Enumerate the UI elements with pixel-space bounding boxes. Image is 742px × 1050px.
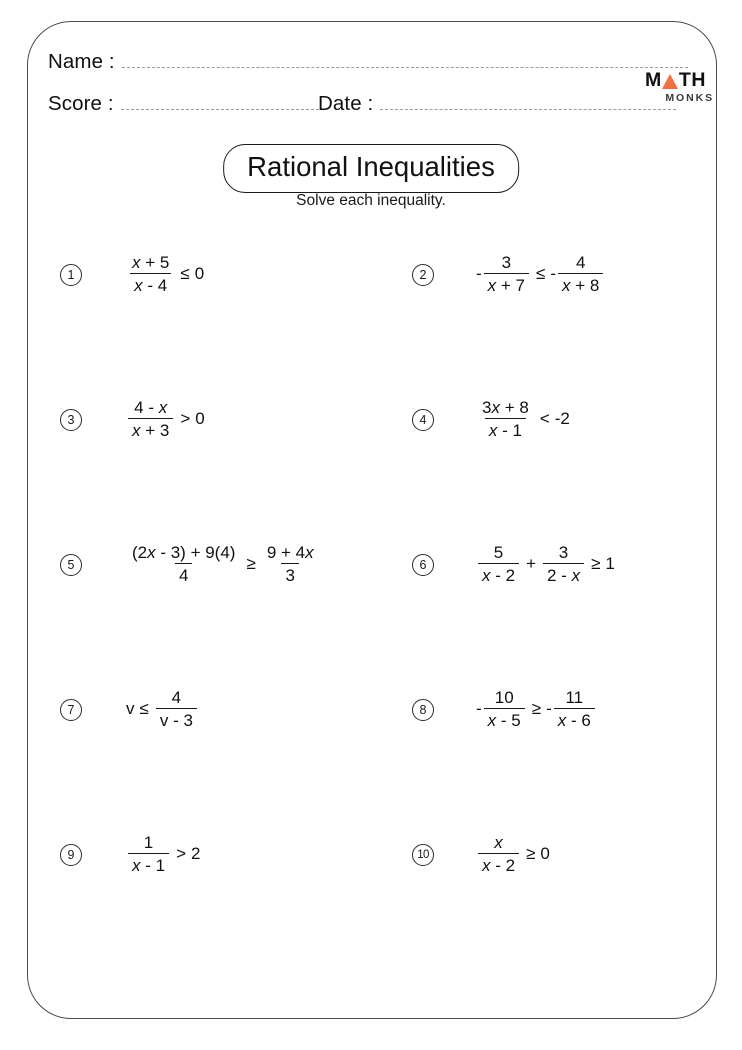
problem-expression [126, 828, 200, 880]
denominator: x + 7 [484, 273, 529, 295]
problem-expression [126, 393, 205, 445]
denominator: 2 - x [543, 563, 584, 585]
fraction [263, 543, 318, 585]
relation-symbol: ≤ [139, 699, 149, 718]
mathmonks-logo [645, 70, 715, 104]
numerator: x + 5 [132, 253, 170, 273]
logo-letter-m: M [645, 69, 662, 91]
numerator: 9 + 4x [266, 543, 314, 563]
fraction [558, 253, 603, 295]
minus-sign: - [546, 699, 552, 718]
right-side: 0 [195, 409, 205, 428]
problem-row [0, 393, 742, 538]
date-label: Date : [318, 92, 374, 115]
fraction [156, 688, 197, 730]
problem-expression [476, 538, 615, 590]
fraction [128, 253, 173, 295]
problem-10 [412, 828, 550, 880]
relation-symbol: ≥ [246, 554, 256, 573]
fraction [128, 833, 169, 875]
numerator: 4 [171, 688, 182, 708]
problem-8 [412, 683, 597, 735]
numerator: 11 [565, 688, 584, 708]
right-side: 0 [540, 844, 550, 863]
fraction [484, 688, 525, 730]
denominator: x - 2 [478, 853, 519, 875]
right-side: 0 [194, 264, 205, 283]
problem-5 [60, 538, 320, 590]
minus-sign: - [476, 264, 482, 283]
problem-expression [476, 683, 597, 735]
problem-4 [412, 393, 570, 445]
minus-sign: - [476, 699, 482, 718]
problem-number: 5 [60, 554, 82, 576]
numerator: (2x - 3) + 9(4) [132, 543, 236, 563]
score-label: Score : [48, 92, 114, 115]
minus-sign: - [550, 264, 557, 283]
problem-1 [60, 248, 204, 300]
numerator: 4 - x [134, 398, 168, 418]
numerator: 10 [494, 688, 514, 708]
problem-number: 2 [412, 264, 434, 286]
problem-3 [60, 393, 205, 445]
problem-number: 3 [60, 409, 82, 431]
problem-expression [476, 393, 570, 445]
problem-number: 10 [412, 844, 434, 866]
score-field-row [48, 92, 319, 116]
page-title: Rational Inequalities [223, 144, 519, 193]
left-side: v [126, 699, 135, 718]
name-input-line[interactable] [122, 50, 688, 68]
numerator: 3x + 8 [482, 398, 529, 418]
problem-9 [60, 828, 200, 880]
numerator: 4 [575, 253, 586, 273]
denominator: x - 1 [128, 853, 169, 875]
fraction [128, 543, 239, 585]
relation-symbol: ≥ [531, 699, 542, 718]
relation-symbol: > [176, 844, 186, 863]
denominator: 3 [281, 563, 298, 585]
score-input-line[interactable] [121, 92, 319, 110]
problem-row [0, 538, 742, 683]
instruction-text: Solve each inequality. [296, 192, 446, 209]
date-input-line[interactable] [380, 92, 676, 110]
numerator: 5 [493, 543, 504, 563]
numerator: x [494, 833, 503, 853]
denominator: v - 3 [156, 708, 197, 730]
problem-number: 7 [60, 699, 82, 721]
name-label: Name : [48, 50, 115, 73]
problem-row [0, 683, 742, 828]
problem-list [0, 248, 742, 973]
logo-wordmark [645, 70, 715, 91]
worksheet-header [0, 0, 742, 140]
problem-number: 8 [412, 699, 434, 721]
date-field-row [318, 92, 676, 116]
numerator: 3 [501, 253, 512, 273]
problem-expression [476, 248, 605, 300]
problem-row [0, 248, 742, 393]
problem-number: 1 [60, 264, 82, 286]
fraction [478, 543, 519, 585]
right-side: 2 [191, 844, 201, 863]
relation-symbol: < [539, 409, 550, 428]
right-side: 1 [605, 554, 615, 573]
problem-row [0, 828, 742, 973]
relation-symbol: ≤ [180, 264, 190, 283]
problem-6 [412, 538, 615, 590]
fraction [478, 398, 533, 440]
plus-sign: + [526, 554, 536, 573]
problem-expression [126, 248, 204, 300]
relation-symbol: ≥ [591, 554, 601, 573]
name-field-row [48, 50, 688, 74]
denominator: x - 5 [484, 708, 525, 730]
fraction [484, 253, 529, 295]
problem-7 [60, 683, 199, 735]
numerator: 1 [143, 833, 154, 853]
denominator: x + 8 [558, 273, 603, 295]
problem-expression [476, 828, 550, 880]
denominator: x - 4 [130, 273, 171, 295]
fraction [543, 543, 584, 585]
problem-number: 9 [60, 844, 82, 866]
logo-subtext: MONKS [665, 92, 714, 104]
relation-symbol: > [180, 409, 191, 428]
relation-symbol: ≤ [536, 264, 546, 283]
triangle-icon [662, 74, 678, 89]
right-side: -2 [554, 409, 570, 428]
relation-symbol: ≥ [526, 844, 536, 863]
denominator: x + 3 [128, 418, 173, 440]
denominator: 4 [175, 563, 192, 585]
numerator: 3 [558, 543, 569, 563]
problem-number: 6 [412, 554, 434, 576]
denominator: x - 6 [554, 708, 595, 730]
logo-letters-th: TH [678, 69, 707, 91]
problem-number: 4 [412, 409, 434, 431]
denominator: x - 1 [485, 418, 526, 440]
fraction [128, 398, 173, 440]
problem-expression [126, 683, 199, 735]
fraction [554, 688, 595, 730]
problem-2 [412, 248, 605, 300]
fraction [478, 833, 519, 875]
problem-expression [126, 538, 320, 590]
denominator: x - 2 [478, 563, 519, 585]
